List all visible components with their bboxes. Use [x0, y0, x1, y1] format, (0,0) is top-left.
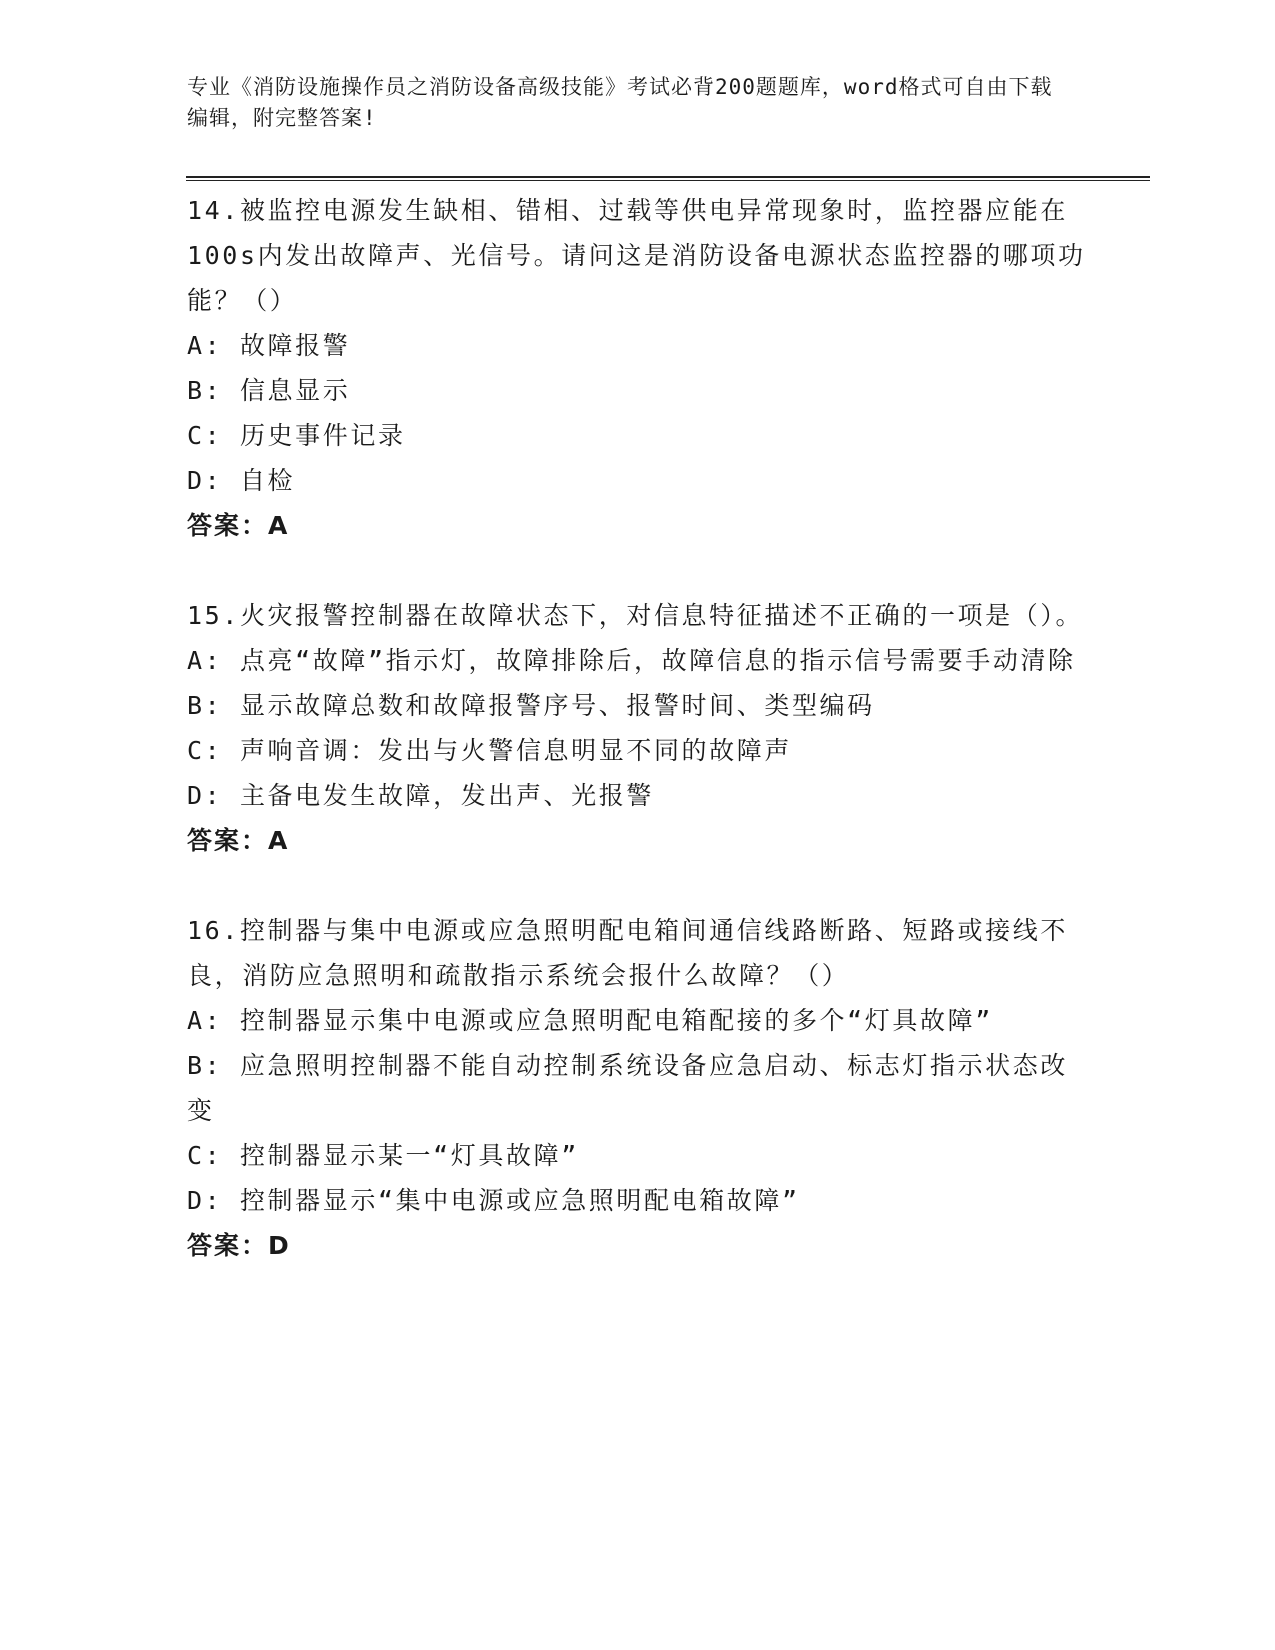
question-gap	[187, 863, 1087, 908]
option-c: C: 历史事件记录	[187, 421, 406, 450]
question-text: 14.被监控电源发生缺相、错相、过载等供电异常现象时，监控器应能在100s内发出故障声、光信号。请问这是消防设备电源状态监控器的哪项功能？（）	[187, 196, 1086, 315]
question-list	[187, 188, 1087, 1268]
document-intro: 专业《消防设施操作员之消防设备高级技能》考试必背200题题库，word格式可自由下载编辑，附完整答案!	[187, 75, 1053, 130]
answer: 答案：D	[187, 1231, 291, 1260]
option-b: B: 显示故障总数和故障报警序号、报警时间、类型编码	[187, 691, 875, 720]
question-text: 16.控制器与集中电源或应急照明配电箱间通信线路断路、短路或接线不良，消防应急照明和疏散指示系统会报什么故障？（）	[187, 916, 1068, 990]
option-b: B: 信息显示	[187, 376, 351, 405]
option-c: C: 声响音调：发出与火警信息明显不同的故障声	[187, 736, 792, 765]
question-text: 15.火灾报警控制器在故障状态下，对信息特征描述不正确的一项是（）。	[187, 601, 1084, 630]
header-divider	[186, 176, 1150, 181]
answer: 答案：A	[187, 511, 290, 540]
option-d: D: 主备电发生故障，发出声、光报警	[187, 781, 654, 810]
option-b: B: 应急照明控制器不能自动控制系统设备应急启动、标志灯指示状态改变	[187, 1051, 1068, 1125]
question-gap	[187, 548, 1087, 593]
option-d: D: 控制器显示“集中电源或应急照明配电箱故障”	[187, 1186, 800, 1215]
option-d: D: 自检	[187, 466, 296, 495]
question-14	[187, 188, 1087, 548]
question-15	[187, 593, 1087, 863]
option-a: A: 控制器显示集中电源或应急照明配电箱配接的多个“灯具故障”	[187, 1006, 993, 1035]
option-a: A: 故障报警	[187, 331, 351, 360]
answer: 答案：A	[187, 826, 290, 855]
option-c: C: 控制器显示某一“灯具故障”	[187, 1141, 579, 1170]
option-a: A: 点亮“故障”指示灯，故障排除后，故障信息的指示信号需要手动清除	[187, 646, 1076, 675]
question-16	[187, 908, 1087, 1268]
